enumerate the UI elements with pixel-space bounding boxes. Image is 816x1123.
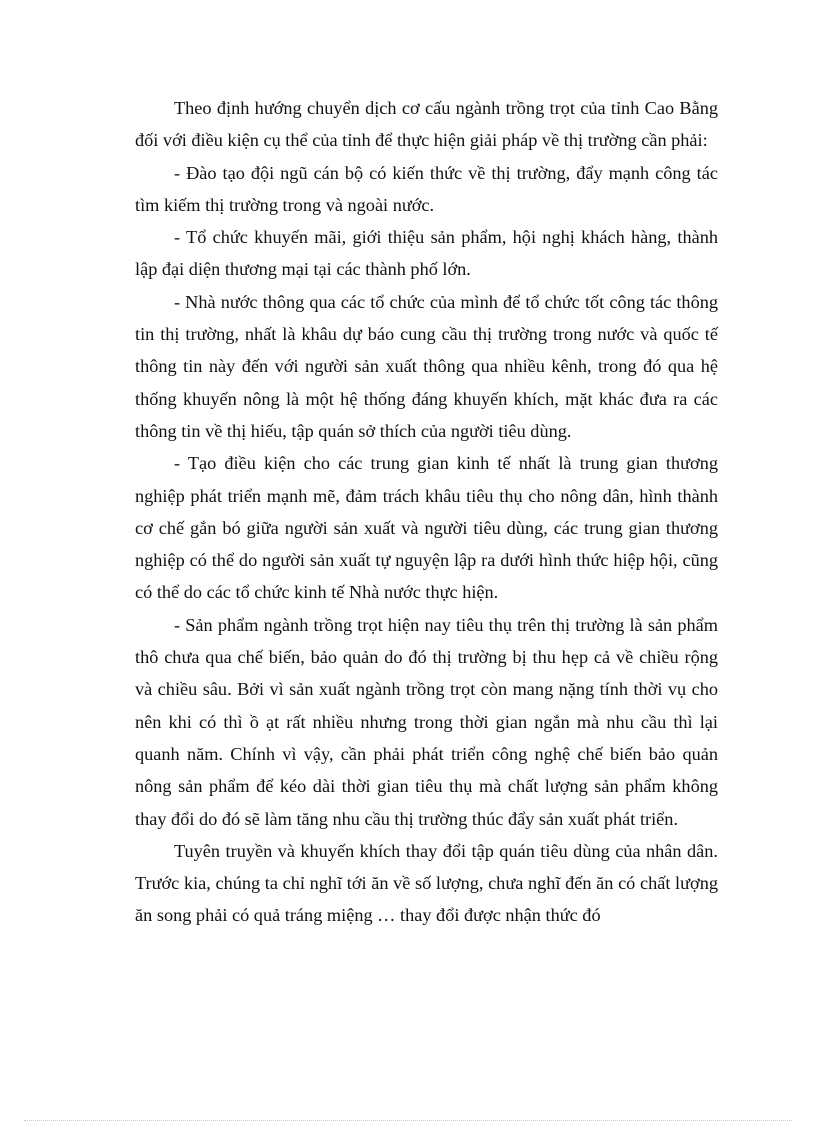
document-body <box>135 92 718 932</box>
paragraph-training: - Đào tạo đội ngũ cán bộ có kiến thức về thị trường, đẩy mạnh công tác tìm kiếm thị trường trong và ngoài nước. <box>135 162 718 215</box>
paragraph-processing: - Sản phẩm ngành trồng trọt hiện nay tiêu thụ trên thị trường là sản phẩm thô chưa qua chế biến, bảo quản do đó thị trường bị thu hẹp cả về chiều rộng và chiều sâu. Bởi vì sản xuất ngành trồng trọt còn mang nặng tính thời vụ cho nên khi có thì ồ ạt rất nhiều nhưng trong thời gian ngắn mà nhu cầu thì lại quanh năm. Chính vì vậy, cần phải phát triển công nghệ chế biến bảo quản nông sản phẩm để kéo dài thời gian tiêu thụ mà chất lượng sản phẩm không thay đổi do đó sẽ làm tăng nhu cầu thị trường thúc đẩy sản xuất phát triển. <box>135 614 718 829</box>
paragraph-market-information: - Nhà nước thông qua các tổ chức của mình để tổ chức tốt công tác thông tin thị trường, nhất là khâu dự báo cung cầu thị trường trong nước và quốc tế thông tin này đến với người sản xuất thông qua nhiều kênh, trong đó qua hệ thống khuyến nông là một hệ thống đáng khuyến khích, mặt khác đưa ra các thông tin về thị hiếu, tập quán sở thích của người tiêu dùng. <box>135 291 718 441</box>
page-bottom-divider <box>24 1120 792 1121</box>
paragraph-intro: Theo định hướng chuyển dịch cơ cấu ngành trồng trọt của tỉnh Cao Bằng đối với điều kiện cụ thể của tỉnh để thực hiện giải pháp về thị trường cần phải: <box>135 98 718 151</box>
paragraph-promotion: - Tổ chức khuyến mãi, giới thiệu sản phẩm, hội nghị khách hàng, thành lập đại diện thương mại tại các thành phố lớn. <box>135 227 718 280</box>
paragraph-intermediaries: - Tạo điều kiện cho các trung gian kinh tế nhất là trung gian thương nghiệp phát triển mạnh mẽ, đảm trách khâu tiêu thụ cho nông dân, hình thành cơ chế gắn bó giữa người sản xuất và người tiêu dùng, các trung gian thương nghiệp có thể do người sản xuất tự nguyện lập ra dưới hình thức hiệp hội, cũng có thể do các tổ chức kinh tế Nhà nước thực hiện. <box>135 453 718 603</box>
paragraph-consumption-habits: Tuyên truyền và khuyến khích thay đổi tập quán tiêu dùng của nhân dân. Trước kia, chúng ta chỉ nghĩ tới ăn về số lượng, chưa nghĩ đến ăn có chất lượng ăn song phải có quả tráng miệng … thay đổi được nhận thức đó <box>135 840 718 926</box>
